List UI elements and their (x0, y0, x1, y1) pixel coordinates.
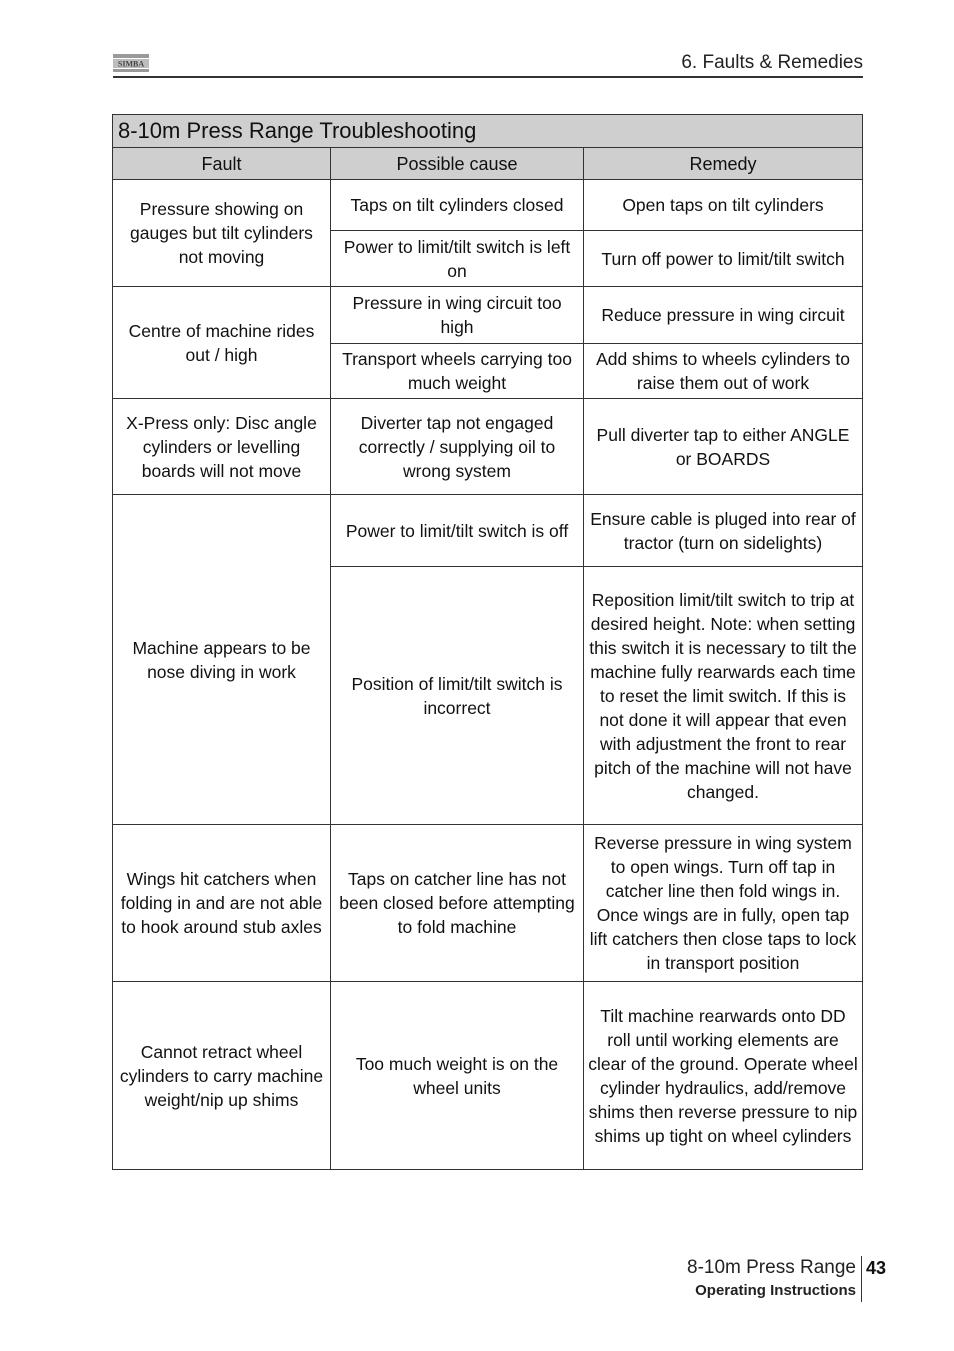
remedy-cell: Add shims to wheels cylinders to raise them out of work (584, 344, 863, 399)
cause-cell: Power to limit/tilt switch is off (331, 495, 584, 567)
fault-cell: Cannot retract wheel cylinders to carry machine weight/nip up shims (113, 982, 331, 1170)
remedy-cell: Reposition limit/tilt switch to trip at desired height. Note: when setting this switch it is necessary to tilt the machine fully rearwards each time to reset the limit switch. If this is not done it will appear that even with adjustment the front to rear pitch of the machine will not have changed. (584, 567, 863, 825)
footer-title: 8-10m Press Range (687, 1257, 856, 1278)
remedy-cell: Tilt machine rearwards onto DD roll until working elements are clear of the ground. Operate wheel cylinder hydraulics, add/remove shims then reverse pressure to nip shims up tight on wheel cylinders (584, 982, 863, 1170)
table-row (113, 495, 863, 567)
column-header-remedy: Remedy (584, 148, 863, 180)
table-row (113, 982, 863, 1170)
logo-text: SIMBA (117, 59, 145, 69)
fault-cell: Centre of machine rides out / high (113, 287, 331, 399)
fault-cell: Machine appears to be nose diving in work (113, 495, 331, 825)
column-header-fault: Fault (113, 148, 331, 180)
cause-cell: Power to limit/tilt switch is left on (331, 231, 584, 287)
page-footer (687, 1256, 886, 1302)
troubleshooting-table (112, 114, 863, 1170)
cause-cell: Taps on catcher line has not been closed before attempting to fold machine (331, 825, 584, 982)
table-row (113, 399, 863, 495)
fault-cell: X-Press only: Disc angle cylinders or levelling boards will not move (113, 399, 331, 495)
fault-cell: Pressure showing on gauges but tilt cylinders not moving (113, 180, 331, 287)
remedy-cell: Open taps on tilt cylinders (584, 180, 863, 231)
page-header (113, 48, 863, 78)
column-header-cause: Possible cause (331, 148, 584, 180)
remedy-cell: Turn off power to limit/tilt switch (584, 231, 863, 287)
cause-cell: Pressure in wing circuit too high (331, 287, 584, 344)
footer-text (687, 1256, 862, 1302)
cause-cell: Taps on tilt cylinders closed (331, 180, 584, 231)
remedy-cell: Ensure cable is pluged into rear of tractor (turn on sidelights) (584, 495, 863, 567)
fault-cell: Wings hit catchers when folding in and are not able to hook around stub axles (113, 825, 331, 982)
cause-cell: Diverter tap not engaged correctly / supplying oil to wrong system (331, 399, 584, 495)
remedy-cell: Pull diverter tap to either ANGLE or BOARDS (584, 399, 863, 495)
cause-cell: Position of limit/tilt switch is incorrect (331, 567, 584, 825)
footer-subtitle: Operating Instructions (695, 1282, 856, 1299)
table-title: 8-10m Press Range Troubleshooting (113, 115, 863, 148)
simba-logo-icon (113, 54, 149, 72)
table-row (113, 825, 863, 982)
remedy-cell: Reduce pressure in wing circuit (584, 287, 863, 344)
remedy-cell: Reverse pressure in wing system to open wings. Turn off tap in catcher line then fold wings in. Once wings are in fully, open tap lift catchers then close taps to lock in transport position (584, 825, 863, 982)
table-row (113, 180, 863, 231)
page-number: 43 (865, 1258, 886, 1278)
section-title: 6. Faults & Remedies (681, 52, 863, 73)
table-row (113, 287, 863, 344)
cause-cell: Too much weight is on the wheel units (331, 982, 584, 1170)
cause-cell: Transport wheels carrying too much weight (331, 344, 584, 399)
